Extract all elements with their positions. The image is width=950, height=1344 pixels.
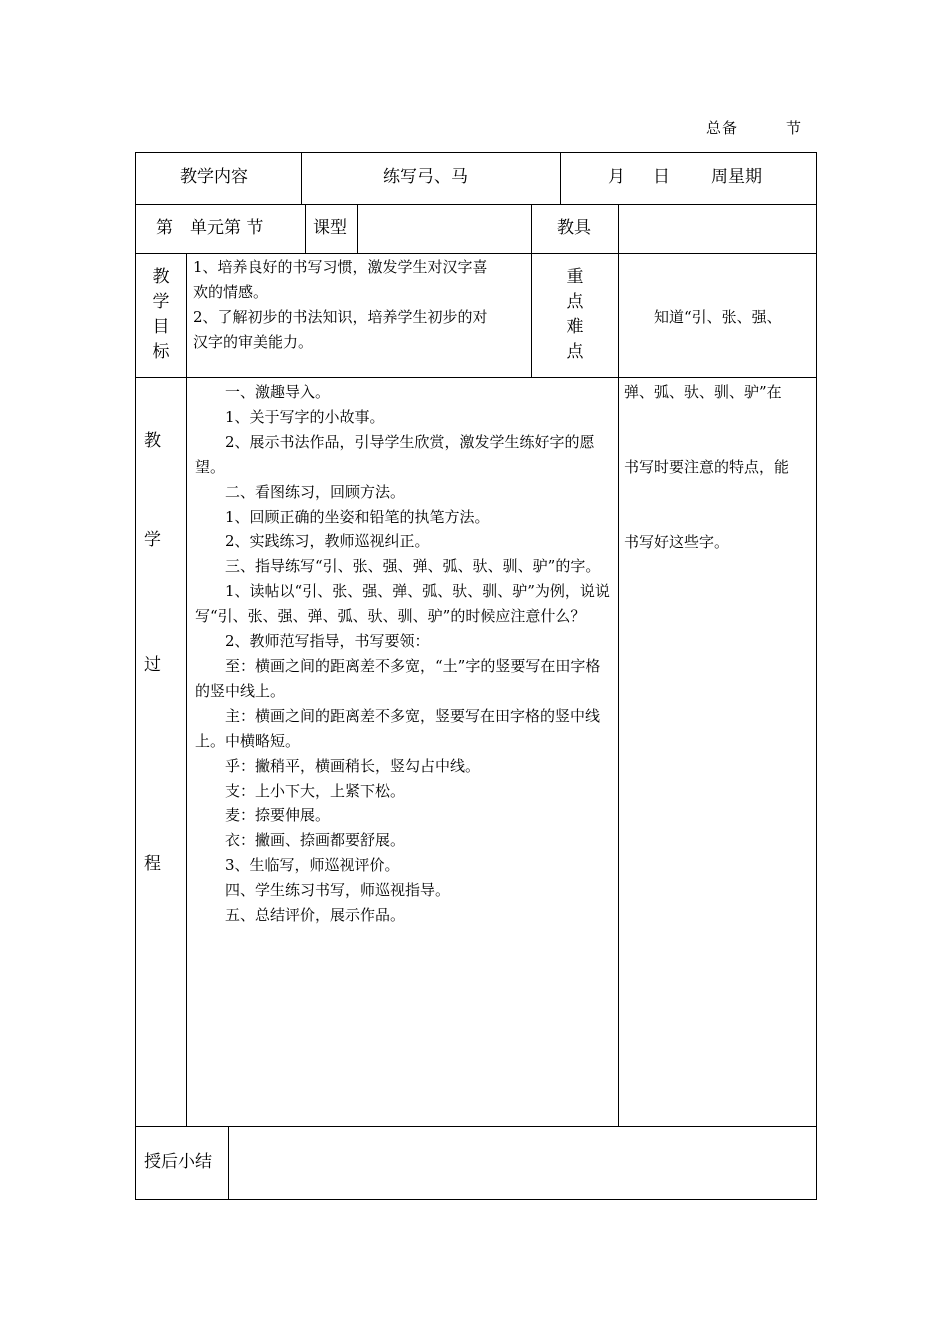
lesson-type-label: 课型 xyxy=(313,218,347,238)
process-label-char: 学 xyxy=(144,530,161,550)
process-label-char: 教 xyxy=(144,431,161,451)
date-day-label: 日 xyxy=(653,167,670,187)
teaching-tools-label: 教具 xyxy=(557,218,591,238)
process-paragraph: 2、实践练习，教师巡视纠正。 xyxy=(225,532,430,551)
goals-label-char: 教 xyxy=(152,267,170,287)
key-label-char: 重 xyxy=(566,267,584,287)
header-total-label: 总备 xyxy=(706,119,739,137)
lesson-content-label: 教学内容 xyxy=(180,167,248,187)
table-border-bottom xyxy=(135,1199,817,1200)
process-paragraph: 二、看图练习，回顾方法。 xyxy=(225,482,406,501)
key-points-line: 书写时要注意的特点，能 xyxy=(624,458,790,476)
process-paragraph: 衣：撇画、捺画都要舒展。 xyxy=(225,831,406,850)
goals-label-char: 标 xyxy=(152,342,170,362)
row2-divider-b xyxy=(357,204,358,254)
row2-divider-c xyxy=(531,204,532,254)
process-paragraph: 主：横画之间的距离差不多宽，竖要写在田字格的竖中线上。中横略短。 xyxy=(195,706,601,750)
row1-divider-b xyxy=(560,152,561,205)
table-border-left xyxy=(135,152,136,1200)
goals-label xyxy=(149,265,173,365)
process-paragraph: 2、展示书法作品，引导学生欣赏，激发学生练好字的愿望。 xyxy=(195,432,595,476)
process-paragraph: 四、学生练习书写，师巡视指导。 xyxy=(225,881,451,900)
process-label-char: 程 xyxy=(144,854,161,874)
goals-line: 1、培养良好的书写习惯，激发学生对汉字喜 xyxy=(193,258,488,276)
row3-4-divider-label xyxy=(186,253,187,1127)
row1-divider-a xyxy=(301,152,302,205)
goals-line: 欢的情感。 xyxy=(193,283,269,301)
key-points-line: 书写好这些字。 xyxy=(624,533,730,551)
row2-divider-a xyxy=(305,204,306,254)
lesson-plan-table xyxy=(135,152,817,1200)
row-divider-4 xyxy=(135,1126,817,1127)
page-header-note xyxy=(706,117,802,138)
key-points-line: 知道“引、张、强、 xyxy=(624,308,782,326)
table-border-right xyxy=(816,152,817,1200)
header-section-label: 节 xyxy=(786,119,803,137)
key-points-text xyxy=(624,255,789,605)
process-paragraph: 3、生临写，师巡视评价。 xyxy=(225,856,400,875)
process-paragraph: 支：上小下大，上紧下松。 xyxy=(225,781,406,800)
row4-divider-right xyxy=(618,377,619,1127)
process-body xyxy=(195,380,613,928)
table-border-top xyxy=(135,152,817,153)
process-paragraph: 一、激趣导入。 xyxy=(225,383,331,401)
row-divider-2 xyxy=(135,253,817,254)
process-paragraph: 2、教师范写指导，书写要领： xyxy=(225,632,430,651)
goals-label-char: 目 xyxy=(152,317,170,337)
key-label-char: 点 xyxy=(566,292,584,312)
process-paragraph: 1、关于写字的小故事。 xyxy=(225,407,385,426)
unit-section-label: 第 单元第 节 xyxy=(156,218,264,238)
goals-line: 2、了解初步的书法知识，培养学生初步的对 xyxy=(193,308,488,326)
key-points-line: 弹、弧、驮、驯、驴”在 xyxy=(624,383,782,401)
key-label-char: 难 xyxy=(566,317,584,337)
date-month-label: 月 xyxy=(608,167,625,187)
row5-divider xyxy=(228,1126,229,1200)
key-label-char: 点 xyxy=(566,342,584,362)
process-paragraph: 三、指导练写“引、张、强、弹、弧、驮、驯、驴”的字。 xyxy=(225,557,601,576)
row-divider-1 xyxy=(135,204,817,205)
lesson-title: 练写弓、马 xyxy=(383,167,468,187)
process-paragraph: 麦：捺要伸展。 xyxy=(225,806,331,825)
process-paragraph: 乎：撇稍平，横画稍长，竖勾占中线。 xyxy=(225,756,481,775)
process-paragraph: 1、读帖以“引、张、强、弹、弧、驮、驯、驴”为例，说说写“引、张、强、弹、弧、驮、驯、驴”的时候应注意什么？ xyxy=(195,582,610,626)
goals-line: 汉字的审美能力。 xyxy=(193,333,314,351)
process-label-char: 过 xyxy=(144,655,161,675)
process-paragraph: 至：横画之间的距离差不多宽，“土”字的竖要写在田字格的竖中线上。 xyxy=(195,656,601,700)
date-week-label: 周星期 xyxy=(711,167,762,187)
post-lesson-summary-label: 授后小结 xyxy=(144,1152,212,1172)
process-paragraph: 1、回顾正确的坐姿和铅笔的执笔方法。 xyxy=(225,507,490,526)
row2-3-divider-d xyxy=(618,204,619,377)
row3-divider-key xyxy=(531,253,532,377)
key-points-label xyxy=(563,265,587,365)
process-paragraph: 五、总结评价，展示作品。 xyxy=(225,906,406,925)
goals-label-char: 学 xyxy=(152,292,170,312)
goals-text xyxy=(193,255,488,355)
